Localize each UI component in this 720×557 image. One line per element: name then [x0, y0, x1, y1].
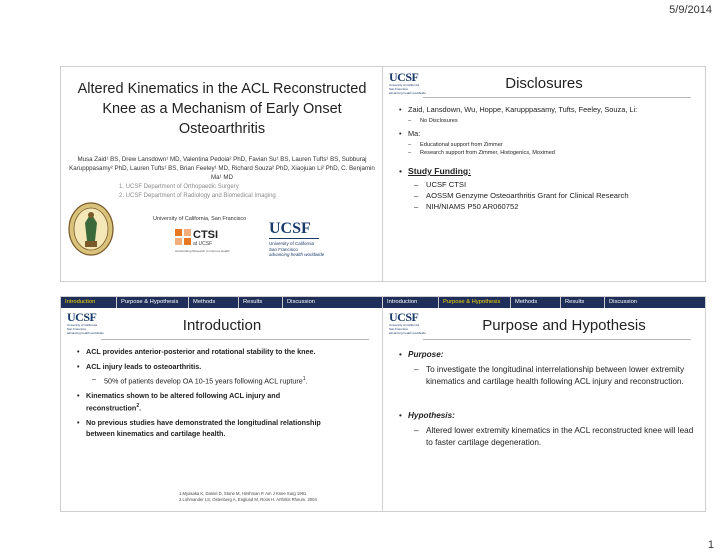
intro-bullet-text: Kinematics shown to be altered following ACL injury and reconstruction: [86, 390, 281, 413]
page-number: 1: [707, 539, 714, 551]
ctsi-tagline: Accelerating Research to Improve Health: [175, 249, 230, 253]
section-nav: [61, 297, 383, 309]
ucsf-logo-line1: University of California: [67, 323, 98, 327]
purpose-sublist: [414, 364, 695, 388]
slide-disclosures: [382, 66, 706, 282]
slide-introduction: [60, 296, 384, 512]
slide-heading: Introduction: [182, 317, 262, 334]
hypothesis-sublist: [414, 425, 695, 449]
intro-bullet: [77, 362, 329, 387]
affiliation-2: 2. UCSF Department of Radiology and Biomedical Imaging: [119, 193, 276, 199]
intro-bullet: [77, 418, 329, 439]
author-list: Musa Zaid¹ BS, Drew Lansdown¹ MD, Valentina Pedoia² PhD, Favian Su¹ BS, Lauren Tufts¹ BS, Subburaj Karupppasamy² PhD, Lauren Tufts¹ BS, Brian Feeley¹ MD, Richard Souza² PhD, Xiaojuan Li² PhD, C. Benjamin Ma¹ MD: [69, 156, 375, 181]
disclosure-sublist: [408, 117, 693, 125]
nav-purpose-hypothesis: Purpose & Hypothesis: [439, 297, 511, 308]
funding-source: – UCSF CTSI: [414, 179, 693, 190]
ucsf-logo-line1: University of California: [389, 323, 420, 327]
slide-heading: Purpose and Hypothesis: [482, 317, 646, 334]
ctsi-text: CTSI: [193, 229, 219, 241]
funding-label: Study Funding:: [408, 166, 472, 176]
ucsf-logo-line3: advancing health worldwide: [67, 331, 104, 335]
disclosure-sub: – No Disclosures: [408, 117, 693, 125]
nav-purpose-hypothesis: Purpose & Hypothesis: [117, 297, 189, 308]
ucsf-logo-text: UCSF: [389, 70, 419, 84]
slide-heading: Disclosures: [505, 75, 583, 92]
page-date: 5/9/2014: [669, 4, 712, 16]
citation-marker: 2: [136, 403, 140, 410]
purpose-text: – To investigate the longitudinal interrelationship between lower extremity kinematics and cartilage health following ACL injury and reconstruction.: [414, 364, 695, 388]
ucsf-logo-line2: San Francisco: [67, 327, 87, 331]
ucsf-logo-line3: advancing health worldwide: [389, 331, 426, 335]
disclosure-sub: – Research support from Zimmer, Histogenics, Moximed: [408, 149, 693, 157]
university-name: University of California, San Francisco: [153, 216, 247, 222]
citation-marker: 1: [302, 376, 306, 382]
university-seal-icon: [67, 201, 115, 257]
ctsi-sub: at UCSF: [193, 241, 213, 247]
ucsf-logo-text: UCSF: [269, 220, 311, 237]
slide-title-text: Altered Kinematics in the ACL Reconstructed Knee as a Mechanism of Early Onset Osteoarthritis: [77, 81, 367, 137]
title-divider: [423, 97, 691, 98]
nav-discussion: Discussion: [609, 299, 638, 305]
intro-sub: – 50% of patients develop OA 10-15 years following ACL rupture$^1$.: [92, 374, 329, 387]
slide-purpose-hypothesis: [382, 296, 706, 512]
hypothesis-label: Hypothesis:: [408, 411, 455, 420]
reference-2: 2.Lohmander LS, Ostenberg A, Englund M, Roos H. Arthritis Rheum. 2004: [179, 496, 317, 502]
ucsf-logo-line3: advancing health worldwide: [269, 252, 325, 257]
ctsi-mark-icon: [175, 229, 191, 245]
nav-results: Results: [239, 297, 283, 308]
purpose-hypothesis-list: [399, 349, 695, 449]
section-nav: [383, 297, 705, 309]
funding-source: – AOSSM Genzyme Osteoarthritis Grant for Clinical Research: [414, 190, 693, 201]
intro-sub-text: 50% of patients develop OA 10-15 years following ACL rupture: [104, 376, 303, 386]
ucsf-logo-text: UCSF: [389, 310, 419, 324]
affiliation-1: 1. UCSF Department of Orthopaedic Surgery: [119, 184, 239, 190]
title-divider: [101, 339, 369, 340]
ucsf-logo-line2: San Francisco: [389, 87, 409, 91]
intro-bullet-text: ACL provides anterior-posterior and rotational stability to the knee.: [86, 347, 316, 356]
intro-bullet: • Kinematics shown to be altered following ACL injury and reconstruction$^2$.: [77, 391, 329, 414]
affiliation-list: [119, 183, 276, 201]
disclosure-sub: – Educational support from Zimmer: [408, 141, 693, 149]
title-divider: [423, 339, 691, 340]
ucsf-logo-large: [269, 221, 325, 255]
disclosure-text: Ma:: [408, 129, 421, 138]
nav-methods: Methods: [189, 297, 239, 308]
nav-results: Results: [561, 297, 605, 308]
reference-list: [179, 491, 317, 502]
purpose-label: Purpose:: [408, 350, 444, 359]
funding-list: [414, 179, 693, 212]
ucsf-logo: [389, 311, 427, 335]
nav-introduction: Introduction: [61, 297, 117, 308]
hypothesis-item: [399, 410, 695, 449]
ucsf-logo-line2: San Francisco: [389, 327, 409, 331]
disclosure-item: [399, 129, 693, 157]
ucsf-logo-line1: University of California: [269, 241, 315, 246]
slide-title: [60, 66, 384, 282]
ucsf-logo-line1: University of California: [389, 83, 420, 87]
intro-bullet: [77, 347, 329, 358]
disclosure-sublist: [408, 141, 693, 157]
nav-methods: Methods: [511, 297, 561, 308]
nav-introduction: Introduction: [383, 297, 439, 308]
funding-source: – NIH/NIAMS P50 AR060752: [414, 201, 693, 212]
intro-bullets: [77, 347, 329, 443]
funding-item: [399, 165, 693, 212]
ucsf-logo-line2: San Francisco: [269, 246, 298, 252]
nav-discussion: Discussion: [287, 299, 316, 305]
disclosure-item: [399, 105, 693, 125]
reference-1: 1.Myasaka K, Daniel D, Stone M, Hirshman P. Am J Knee Surg 1991.: [179, 491, 308, 496]
ctsi-logo: [175, 227, 231, 257]
purpose-item: [399, 349, 695, 388]
ucsf-logo-text: UCSF: [67, 310, 97, 324]
disclosure-text: Zaid, Lansdown, Wu, Hoppe, Karupppasamy, Tufts, Feeley, Souza, Li:: [408, 105, 638, 114]
disclosure-list: [399, 105, 693, 212]
hypothesis-text: – Altered lower extremity kinematics in the ACL reconstructed knee will lead to faster cartilage degeneration.: [414, 425, 695, 449]
ucsf-logo-line3: advancing health worldwide: [389, 91, 426, 95]
intro-bullet-text: No previous studies have demonstrated the longitudinal relationship between kinematics and cartilage health.: [86, 418, 321, 438]
intro-sublist: [92, 374, 329, 387]
intro-bullet-text: ACL injury leads to osteoarthritis.: [86, 361, 202, 371]
